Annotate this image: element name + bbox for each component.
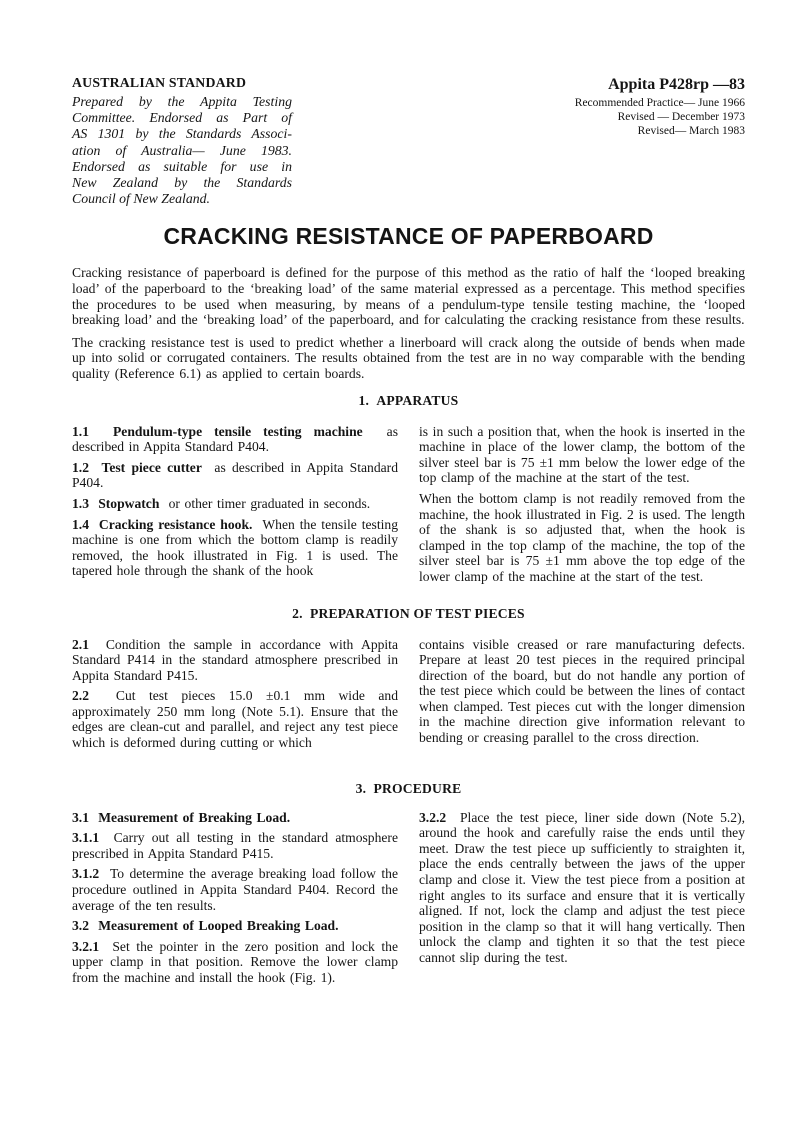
clause-text: is in such a position that, when the hook is inserted in the machine in place of the lower clamp, the bottom of the silver steel bar is 75 ±1 mm below the lower edge of the top clamp of the machine at the start of the test. xyxy=(419,423,745,486)
preparation-right-column xyxy=(419,637,745,751)
clause-text: Cut test pieces 15.0 ±0.1 mm wide and approximately 250 mm long (Note 5.1). Ensure that the edges are clean-cut and parallel, and reject any test piece which is deformed during cutting or which xyxy=(72,688,398,751)
clause-2-1 xyxy=(72,637,398,684)
clause-text: Condition the sample in accordance with Appita Standard P414 in the standard atmosphere prescribed in Appita Standard P415. xyxy=(72,636,398,683)
section-number: 2. xyxy=(292,605,303,621)
section-label: PREPARATION OF TEST PIECES xyxy=(309,605,525,621)
procedure-columns xyxy=(72,810,745,986)
standard-info-block xyxy=(72,75,292,207)
document-header xyxy=(72,75,745,207)
clause-text: as described in Appita Standard P404. xyxy=(72,459,398,491)
clause-lead: Stopwatch xyxy=(98,495,160,511)
clause-1-4-paragraph-2 xyxy=(419,491,745,585)
clause-lead: Cracking resistance hook. xyxy=(98,516,253,532)
clause-number: 2.1 xyxy=(72,636,89,652)
clause-3-2-1 xyxy=(72,939,398,986)
revision-line: Revised — December 1973 xyxy=(617,110,745,123)
clause-number: 3.2.2 xyxy=(419,809,447,825)
document-code: Appita P428rp —83 xyxy=(608,76,745,93)
clause-1-2 xyxy=(72,460,398,491)
reference-block xyxy=(575,75,745,138)
clause-text: When the bottom clamp is not readily removed from the machine, the hook illustrated in Fig. 2 is used. The length of the shank is so adjusted that, when the hook is clamped in the top clamp of the machine, the top of the silver steel bar is 75 ±1 mm above the top edge of the lower clamp of the machine at the start of the test. xyxy=(419,490,745,584)
procedure-left-column xyxy=(72,810,398,986)
procedure-right-column xyxy=(419,810,745,986)
clause-2-2-continuation xyxy=(419,637,745,746)
clause-lead: Test piece cutter xyxy=(101,459,202,475)
clause-1-4 xyxy=(72,517,398,579)
clause-1-4-continuation xyxy=(419,424,745,486)
preparation-columns xyxy=(72,637,745,751)
preparation-left-column xyxy=(72,637,398,751)
clause-number: 1.4 xyxy=(72,516,89,532)
clause-text: To determine the average breaking load follow the procedure outlined in Appita Standard P404. Record the average of the ten results. xyxy=(72,866,398,913)
clause-text: Place the test piece, liner side down (Note 5.2), around the hook and carefully raise the ends until they meet. Draw the test piece up sufficiently to straighten it, place the ends centrally between the jaws of the upper clamp and close it. View the test piece from a position at right angles to its surface and ensure that it is vertically aligned. If not, lock the clamp and adjust the test piece position in the clamp so that it will hang vertically. Then unlock the clamp and tighten it so that the test piece cannot slip during the test. xyxy=(419,809,746,966)
clause-number: 1.1 xyxy=(72,423,89,439)
clause-text: Carry out all testing in the standard atmosphere prescribed in Appita Standard P415. xyxy=(72,830,398,861)
section-number: 1. xyxy=(358,392,370,408)
clause-number: 2.2 xyxy=(72,688,89,704)
clause-2-2 xyxy=(72,688,398,750)
note-line: Prepared by the Appita Testing xyxy=(72,94,292,109)
clause-text: contains visible creased or rare manufacturing defects. Prepare at least 20 test pieces in the required principal direction of the board, but do not handle any portion of the test piece which could be between the lines of contact when clamped. Test pieces cut with the longer dimension in the machine direction give information relevant to bending or creasing parallel to the cross direction. xyxy=(419,636,745,746)
standard-title: AUSTRALIAN STANDARD xyxy=(72,75,247,90)
clause-text: Set the pointer in the zero position and lock the upper clamp in that position. Remove the lower clamp from the machine and install the hook (Fig. 1). xyxy=(72,938,399,986)
clause-number: 1.3 xyxy=(72,495,89,511)
note-line: Committee. Endorsed as Part of xyxy=(72,110,292,126)
clause-1-1 xyxy=(72,424,398,455)
clause-text: or other timer graduated in seconds. xyxy=(168,495,371,511)
intro-paragraph-1: Cracking resistance of paperboard is defined for the purpose of this method as the ratio of half the ‘looped breaking load’ of the paperboard to the ‘breaking load’ of the same material expressed as a percentage. This method specifies the procedures to be used when measuring, by means of a pendulum-type tensile testing machine, the ‘looped breaking load’ and the ‘breaking load’ of the paperboard, and for calculating the cracking resistance from these results. xyxy=(72,265,745,328)
clause-lead: Pendulum-type tensile testing machine xyxy=(112,423,363,439)
section-preparation xyxy=(72,606,745,751)
revision-line: Revised— March 1983 xyxy=(637,124,745,137)
clause-lead: Measurement of Breaking Load. xyxy=(98,809,291,825)
clause-number: 3.1.2 xyxy=(72,866,100,882)
section-number: 3. xyxy=(355,780,367,796)
section-apparatus xyxy=(72,393,745,585)
page-title: CRACKING RESISTANCE OF PAPERBOARD xyxy=(163,223,654,250)
clause-3-1 xyxy=(72,810,398,826)
section-label: PROCEDURE xyxy=(373,780,462,796)
section-label: APPARATUS xyxy=(376,392,459,408)
section-heading-preparation xyxy=(72,606,745,622)
clause-3-2-2 xyxy=(419,810,745,966)
clause-number: 3.1 xyxy=(72,809,89,825)
note-line: AS 1301 by the Standards Associ- xyxy=(72,126,292,142)
revision-line: Recommended Practice— June 1966 xyxy=(574,97,745,109)
section-procedure xyxy=(72,781,745,986)
clause-number: 3.1.1 xyxy=(72,830,100,846)
clause-lead: Measurement of Looped Breaking Load. xyxy=(98,918,339,934)
clause-number: 1.2 xyxy=(72,459,89,475)
apparatus-right-column xyxy=(419,424,745,585)
apparatus-columns xyxy=(72,424,745,585)
intro-paragraph-2: The cracking resistance test is used to predict whether a linerboard will crack along the outside of bends when made up into solid or corrugated containers. The results obtained from the test are in no way comparable with the bending quality (Reference 6.1) as applied to certain boards. xyxy=(72,334,745,381)
clause-3-1-2 xyxy=(72,866,398,913)
section-heading-apparatus xyxy=(72,393,745,409)
clause-number: 3.2.1 xyxy=(72,938,100,954)
apparatus-left-column xyxy=(72,424,398,585)
clause-number: 3.2 xyxy=(72,918,89,934)
section-heading-procedure xyxy=(72,781,745,797)
standard-endorsement-note xyxy=(72,94,292,207)
clause-text: as described in Appita Standard P404. xyxy=(72,423,398,455)
note-line: ation of Australia— June 1983. xyxy=(72,142,292,158)
clause-1-3 xyxy=(72,496,398,512)
note-line: New Zealand by the Standards xyxy=(72,175,292,191)
clause-3-2 xyxy=(72,918,398,934)
note-line: Council of New Zealand. xyxy=(72,191,210,207)
clause-text: When the tensile testing machine is one from which the bottom clamp is readily removed, the hook illustrated in Fig. 1 is used. The tapered hole through the shank of the hook xyxy=(72,516,398,579)
clause-3-1-1 xyxy=(72,830,398,861)
note-line: Endorsed as suitable for use in xyxy=(72,158,292,174)
